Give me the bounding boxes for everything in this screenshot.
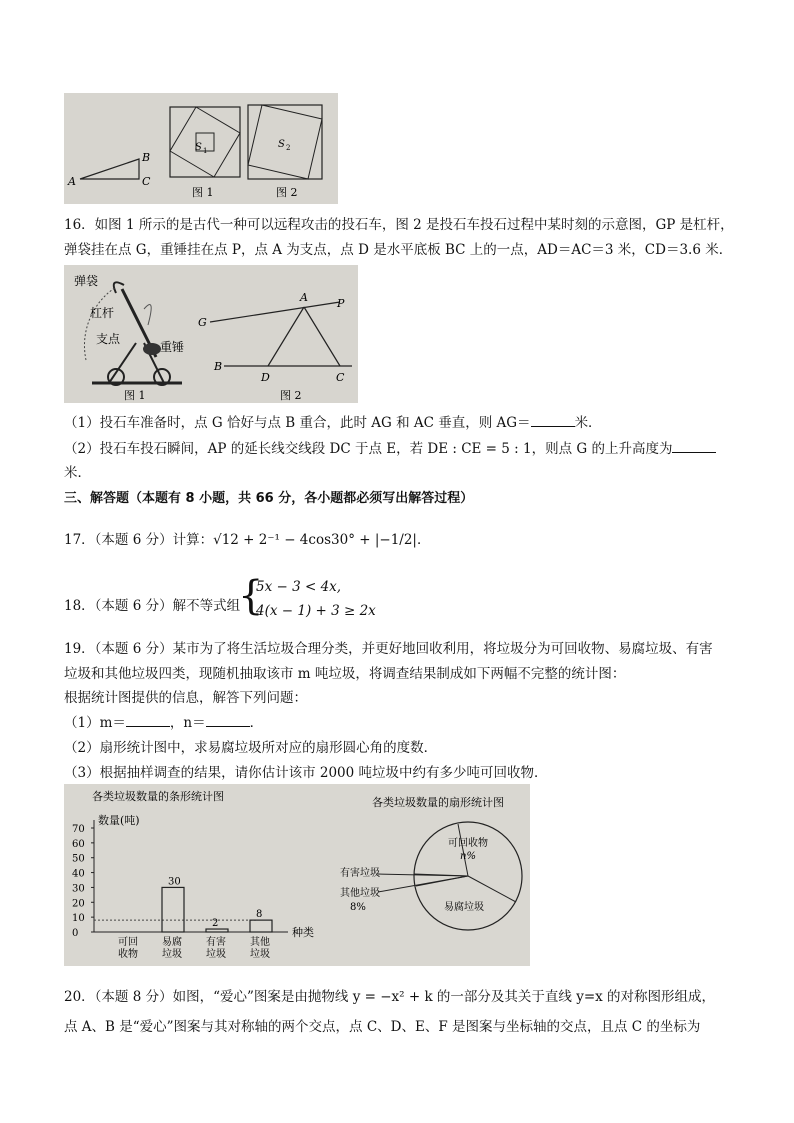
q18-ineq1: 5x − 3 < 4x, [256,579,342,595]
bar-chart [64,784,364,966]
y-tick-label: 50 [72,853,85,865]
label-a2: A [300,291,308,304]
x-tick-label: 垃圾 [250,949,270,960]
pie-slice-boundary [458,824,468,876]
q17-expression: √12 + 2⁻¹ − 4cos30° + |−1/2|． [213,532,431,548]
q19-part1-m: （1）m＝ [64,715,126,731]
label-a: A [68,175,76,188]
q19-line3: 根据统计图提供的信息，解答下列问题： [64,690,307,706]
bar-chart-ylabel: 数量(吨) [98,814,140,827]
triangle-squares-figure [64,93,338,204]
q19-part3: （3）根据抽样调查的结果，请你估计该市 2000 吨垃圾中约有多少吨可回收物． [64,765,548,781]
bar-data-label: 30 [168,876,181,888]
q19-part1-n: ，n＝ [169,715,206,731]
x-tick-label: 垃圾 [162,949,182,960]
pie-label-other: 其他垃圾 [340,888,380,899]
label-sling: 弹袋 [74,274,99,288]
x-tick-label: 可回 [118,937,138,948]
pie-label-recyclable: 可回收物 [448,838,488,849]
catapult-svg [64,265,358,403]
label-g: G [198,316,207,329]
q16-answer-blank-2[interactable] [672,440,716,453]
bar-chart-xlabel: 种类 [292,926,314,939]
q19-part2: （2）扇形统计图中，求易腐垃圾所对应的扇形圆心角的度数． [64,740,438,756]
bar [250,920,272,932]
bar-data-label: 8 [256,909,263,921]
y-tick-label: 40 [72,868,85,880]
label-pivot: 支点 [96,332,121,346]
pie-chart-title: 各类垃圾数量的扇形统计图 [372,796,504,809]
y-tick-label: 20 [72,898,85,910]
x-tick-label: 垃圾 [206,949,226,960]
q18-label: 18．（本题 6 分）解不等式组 [64,598,241,614]
pie-value-other: 8% [350,902,366,913]
q19-blank-n[interactable] [206,714,250,727]
q16-part1-text: （1）投石车准备时，点 G 恰好与点 B 重合，此时 AG 和 AC 垂直，则 AG＝ [64,415,531,431]
q19-line2: 垃圾和其他垃圾四类，现随机抽取该市 m 吨垃圾，将调查结果制成如下两幅不完整的统计图： [64,666,626,682]
x-tick-label: 其他 [250,937,270,948]
q16-part1 [64,411,602,431]
label-s2-sub: 2 [286,144,291,152]
y-tick-label: 30 [72,883,85,895]
q16-answer-blank-1[interactable] [531,414,575,427]
q19-part1-end: ． [249,715,264,731]
label-s2: S [278,139,285,150]
statistics-charts [64,784,530,966]
pie-label-perishable: 易腐垃圾 [444,902,484,913]
q16-line2: 弹袋挂在点 G，重锤挂在点 P，点 A 为支点，点 D 是水平底板 BC 上的一点，AD＝AC＝3 米，CD＝3.6 米． [64,242,733,258]
label-c: C [142,175,151,188]
x-tick-label: 易腐 [162,937,182,948]
label-s1-sub: 1 [203,147,208,155]
q18-brace: { [238,573,264,619]
y-tick-label: 10 [72,913,85,925]
y-tick-label: 70 [72,824,85,835]
label-lever: 杠杆 [90,306,115,320]
q17 [64,528,430,548]
y-tick-label: 0 [72,928,79,939]
q19-line1: 19．（本题 6 分）某市为了将生活垃圾合理分类，并更好地回收利用，将垃圾分为可回收物、易腐垃圾、有害 [64,641,713,657]
q20-line2: 点 A、B 是“爱心”图案与其对称轴的两个交点，点 C、D、E、F 是图案与坐标轴的交点，且点 C 的坐标为 [64,1019,701,1035]
label-c2: C [336,371,345,384]
label-d: D [261,371,270,384]
bar [206,929,228,932]
triangle-squares-svg [64,93,338,204]
bar-data-label: 2 [212,918,219,930]
caption-fig2: 图 2 [276,186,298,199]
caption-fig1: 图 1 [192,186,214,199]
label-b2: B [214,360,223,373]
pie-label-hazardous: 有害垃圾 [340,868,380,879]
q20-line1: 20．（本题 8 分）如图，“爱心”图案是由抛物线 y = −x² + k 的一部分及其关于直线 y=x 的对称图形组成， [64,989,716,1005]
pie-slice-boundary [468,876,516,902]
q16-part2-text: （2）投石车投石瞬间，AP 的延长线交线段 DC 于点 E，若 DE : CE = 5 : 1，则点 G 的上升高度为 [64,441,673,457]
catapult-figure [64,265,358,403]
bar-chart-title: 各类垃圾数量的条形统计图 [92,790,224,803]
q16-part2 [64,437,716,457]
caption-catapult-fig2: 图 2 [280,389,302,402]
q16-line1: 16．如图 1 所示的是古代一种可以远程攻击的投石车，图 2 是投石车投石过程中某时刻的示意图，GP 是杠杆， [64,217,734,233]
x-tick-label: 有害 [206,937,226,948]
x-tick-label: 收物 [118,949,138,960]
label-hammer: 重锤 [160,340,185,354]
q17-label: 17．（本题 6 分）计算： [64,532,214,548]
q19-blank-m[interactable] [126,714,170,727]
y-tick-label: 60 [72,838,85,850]
pie-chart [340,784,530,966]
q16-part1-unit: 米． [574,415,602,431]
q16-part2-unit: 米． [64,465,91,481]
q19-part1 [64,711,263,731]
caption-catapult-fig1: 图 1 [124,389,146,402]
q18-ineq2: 4(x − 1) + 3 ≥ 2x [256,603,376,619]
label-p: P [337,297,345,310]
bar [162,887,184,932]
pie-value-recyclable: n% [460,851,476,862]
section-heading: 三、解答题（本题有 8 小题，共 66 分，各小题都必须写出解答过程） [64,491,474,506]
label-b: B [142,151,151,164]
pie-leader-other [378,876,468,892]
label-s1: S [195,142,202,153]
